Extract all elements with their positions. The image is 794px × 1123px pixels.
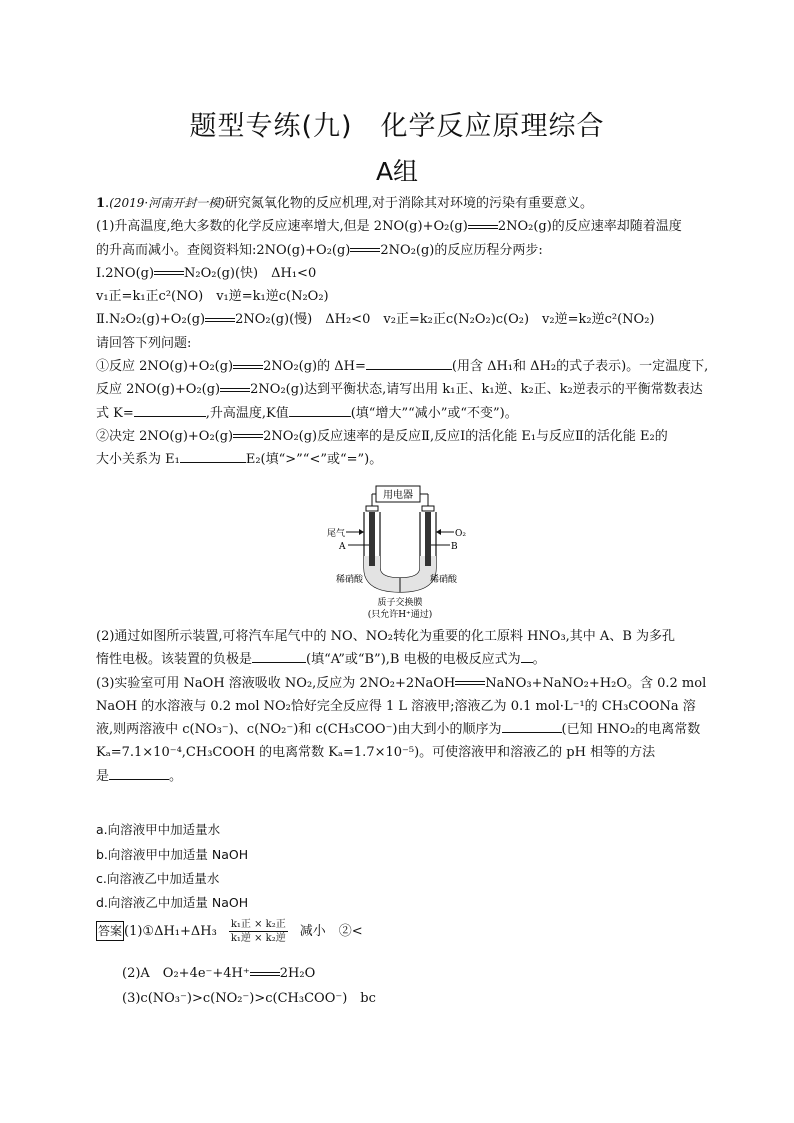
acid-left-label: 稀硝酸 bbox=[336, 575, 364, 585]
group-heading: A组 bbox=[375, 157, 419, 186]
electrode-a-label: A bbox=[339, 542, 346, 552]
electrolysis-cell-diagram bbox=[322, 482, 472, 622]
device-label: 用电器 bbox=[383, 490, 413, 501]
part-1-text: (1)升高温度,绝大多数的化学反应速率增大,但是 2NO(g)+O₂(g) 2NO₂(g)的反应速率却随着温度 bbox=[96, 219, 682, 235]
page-title: 题型专练(九) 化学反应原理综合 bbox=[189, 111, 605, 142]
option-c: c.向溶液乙中加适量水 bbox=[96, 871, 220, 886]
question-intro: 1.(2019·河南开封一模)研究氮氧化物的反应机理,对于消除其对环境的污染有重要意义。 bbox=[96, 196, 594, 211]
question-1: 1.(2019·河南开封一模)研究氮氧化物的反应机理,对于消除其对环境的污染有重要意义。 (1)升高温度,绝大多数的化学反应速率增大,但是 2NO(g)+O₂(g) 2NO₂(g)的反应速率却随着温度 的升高而减小。查阅资料知:2NO(g)+O₂(g) 2NO₂(g)的反应历程分两步: Ⅰ.2NO(g) N₂O₂(g)(快) ΔH₁<0 v₁正=k₁正c²(NO) v₁逆=k₁逆c(N₂O₂) Ⅱ.N₂O₂(g)+O₂(g) 2NO₂(g)(慢) ΔH₂<0 v₂正=k₂正c(N₂O₂)c(O₂) v₂逆=k₂逆c²(NO₂) 请回答下列问题: ①反应 2NO(g)+O₂(g) 2NO₂(g)的 ΔH= (用含 ΔH₁和 ΔH₂的式子表示)。一定温度下, 反应 2NO(g)+O₂(g) 2NO₂(g)达到平衡状态,请写出用 k₁正、k₁逆、k₂正、k₂逆表示的平衡常数表达 式 K= ,升高温度,K值 (填“增大”“减小”或“不变”)。 ②决定 2NO(g)+O₂(g) 2NO₂(g)反应速率的是反应Ⅱ,反应Ⅰ的活化能 E₁与反应Ⅱ的活化能 E₂的 大小关系为 E₁ E₂(填“>”“<”或“=”)。 bbox=[96, 192, 696, 472]
o2-label: O₂ bbox=[455, 529, 466, 539]
equilibrium-constant-fraction: $\frac{\text{k₁正 × k₂正}}{\text{k₁逆 × k₂逆}}$ bbox=[230, 919, 286, 944]
option-d: d.向溶液乙中加适量 NaOH bbox=[96, 895, 249, 910]
step-2: Ⅱ.N₂O₂(g)+O₂(g) 2NO₂(g)(慢) ΔH₂<0 v₂正=k₂正c(N₂O₂)c(O₂) v₂逆=k₂逆c²(NO₂) bbox=[96, 312, 655, 328]
answer-line-2: (2)A O₂+4e⁻+4H⁺ 2H₂O bbox=[122, 966, 316, 981]
rate-1: v₁正=k₁正c²(NO) v₁逆=k₁逆c(N₂O₂) bbox=[96, 289, 329, 305]
sub-question-2: ②决定 2NO(g)+O₂(g) 2NO₂(g)反应速率的是反应Ⅱ,反应Ⅰ的活化能 E₁与反应Ⅱ的活化能 E₂的 bbox=[96, 428, 668, 444]
part-3-text: (3)实验室可用 NaOH 溶液吸收 NO₂,反应为 2NO₂+2NaOH NaNO₃+NaNO₂+H₂O。含 0.2 mol bbox=[96, 675, 707, 691]
membrane-note: (只允许H⁺通过) bbox=[367, 610, 433, 620]
acid-right-label: 稀硝酸 bbox=[430, 575, 458, 585]
part-2-text: (2)通过如图所示装置,可将汽车尾气中的 NO、NO₂转化为重要的化工原料 HNO₃,其中 A、B 为多孔 bbox=[96, 629, 676, 644]
tail-gas-label: 尾气 bbox=[327, 529, 346, 539]
electrode-b-label: B bbox=[451, 542, 458, 552]
sub-question-1: ①反应 2NO(g)+O₂(g) 2NO₂(g)的 ΔH= (用含 ΔH₁和 ΔH₂的式子表示)。一定温度下, bbox=[96, 359, 709, 375]
question-1-parts-2-3: (2)通过如图所示装置,可将汽车尾气中的 NO、NO₂转化为重要的化工原料 HNO₃,其中 A、B 为多孔 惰性电极。该装置的负极是 (填“A”或“B”),B 电极的电极反应式为 。 (3)实验室可用 NaOH 溶液吸收 NO₂,反应为 2NO₂+2NaOH NaNO₃+NaNO₂+H₂O。含 0.2 mol NaOH 的水溶液与 0.2 mol NO₂恰好完全反应得 1 L 溶液甲;溶液乙为 0.1 mol·L⁻¹的 CH₃COONa 溶 液,则两溶液中 c(NO₃⁻)、c(NO₂⁻)和 c(CH₃COO⁻)由大到小的顺序为 (已知 HNO₂的电离常数 Kₐ=7.1×10⁻⁴,CH₃COOH 的电离常数 Kₐ=1.7×10⁻⁵)。可使溶液甲和溶液乙的 pH 相等的方法 是 。 bbox=[96, 625, 696, 788]
option-a: a.向溶液甲中加适量水 bbox=[96, 822, 221, 837]
answer-line-1: 答案 (1)①ΔH₁+ΔH₃ $\frac{\text{k₁正 × k₂正}}{\text{k₁逆 × k₂逆}}$ 减小 ②< bbox=[98, 919, 363, 944]
answer-badge: 答案 bbox=[96, 921, 124, 941]
answer-line-3: (3)c(NO₃⁻)>c(NO₂⁻)>c(CH₃COO⁻) bc bbox=[122, 991, 376, 1006]
prompt: 请回答下列问题: bbox=[96, 335, 192, 351]
step-1: Ⅰ.2NO(g) N₂O₂(g)(快) ΔH₁<0 bbox=[96, 265, 317, 281]
option-b: b.向溶液甲中加适量 NaOH bbox=[96, 847, 249, 862]
membrane-label: 质子交换膜 bbox=[377, 598, 423, 608]
